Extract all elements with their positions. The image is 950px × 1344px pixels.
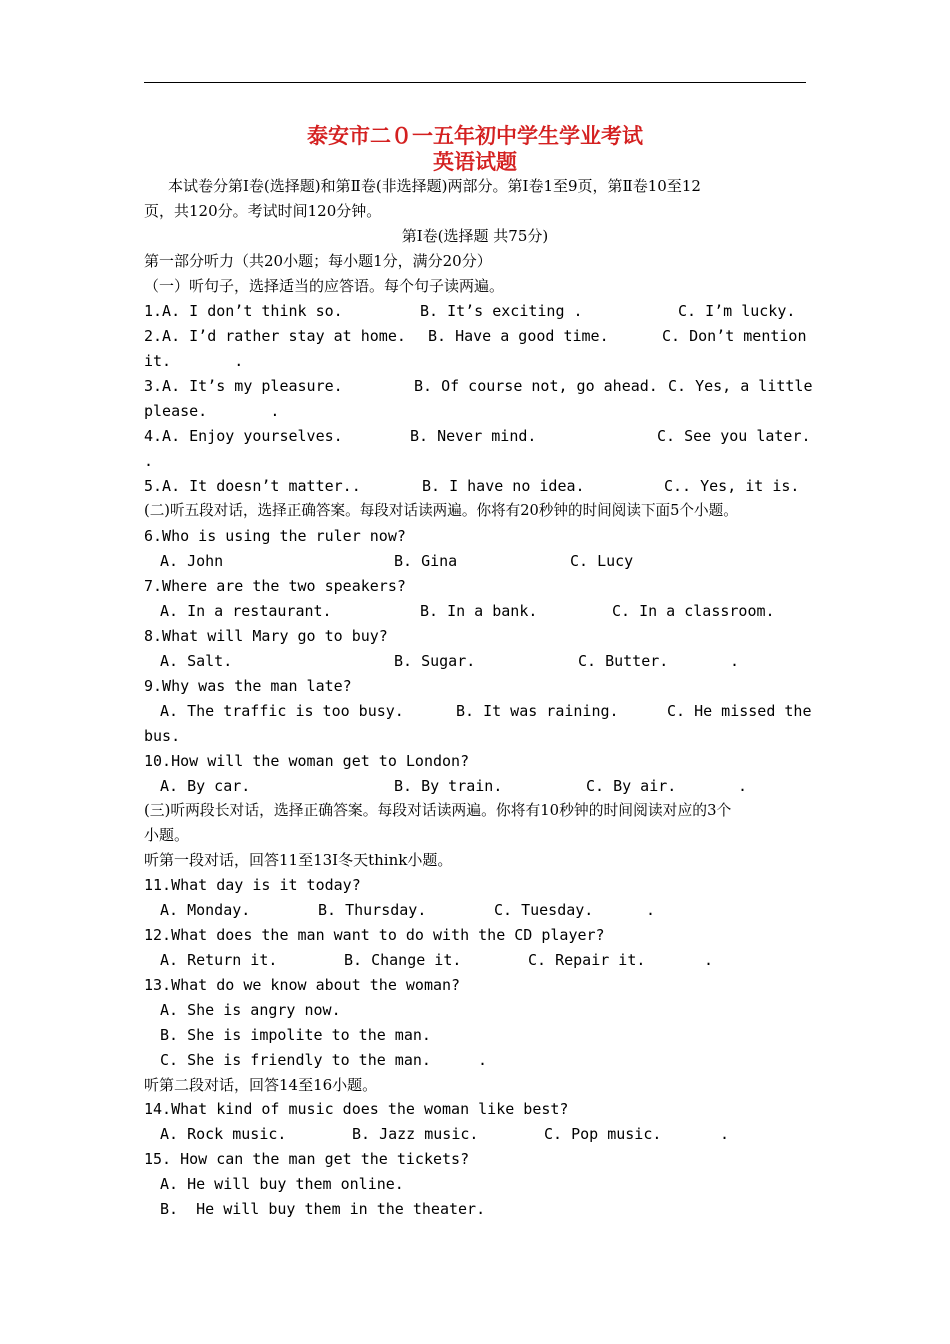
dialog1-title: 听第一段对话，回答11至13I冬天think小题。 — [144, 851, 453, 869]
q6-option-b: B. Gina — [394, 552, 458, 570]
q5-option-a: 5.A. It doesn’t matter.. — [144, 477, 361, 495]
q8-option-c: C. Butter. — [578, 652, 669, 670]
intro-line-1: 本试卷分第Ⅰ卷(选择题)和第Ⅱ卷(非选择题)两部分。第Ⅰ卷1至9页，第Ⅱ卷10至12 — [168, 177, 701, 195]
section2-title: (二)听五段对话，选择正确答案。每段对话读两遍。你将有20秒钟的时间阅读下面5个小题。 — [144, 502, 738, 519]
q9-stem: 9.Why was the man late? — [144, 677, 352, 695]
q10-tail: . — [738, 777, 748, 795]
q13-option-c: C. She is friendly to the man. — [160, 1051, 431, 1069]
volume-title: 第Ⅰ卷(选择题 共75分) — [401, 227, 549, 245]
q12-tail: . — [704, 951, 714, 969]
q10-option-b: B. By train. — [394, 777, 503, 795]
q12-option-b: B. Change it. — [344, 951, 462, 969]
section1-title: （一）听句子，选择适当的应答语。每个句子读两遍。 — [144, 277, 505, 295]
q2-option-cont: it. . — [144, 352, 244, 370]
q14-option-c: C. Pop music. — [544, 1125, 662, 1143]
section3-title-cont: 小题。 — [144, 826, 190, 844]
q11-option-c: C. Tuesday. — [494, 901, 594, 919]
q13-option-b: B. She is impolite to the man. — [160, 1026, 431, 1044]
exam-title: 泰安市二０一五年初中学生学业考试 — [307, 123, 643, 148]
q13-option-a: A. She is angry now. — [160, 1001, 341, 1019]
q9-option-a: A. The traffic is too busy. — [160, 702, 404, 720]
q11-stem: 11.What day is it today? — [144, 876, 361, 894]
q12-stem: 12.What does the man want to do with the CD player? — [144, 926, 605, 944]
q10-stem: 10.How will the woman get to London? — [144, 752, 470, 770]
q7-stem: 7.Where are the two speakers? — [144, 577, 406, 595]
q14-stem: 14.What kind of music does the woman like best? — [144, 1100, 569, 1118]
q13-stem: 13.What do we know about the woman? — [144, 976, 461, 994]
q8-tail: . — [730, 652, 740, 670]
q11-option-a: A. Monday. — [160, 901, 251, 919]
q2-option-b: B. Have a good time. — [428, 327, 609, 345]
q3-option-b: B. Of course not, go ahead. — [414, 377, 658, 395]
header-rule — [144, 82, 806, 83]
q5-option-b: B. I have no idea. — [422, 477, 585, 495]
q2-option-a: 2.A. I’d rather stay at home. — [144, 327, 406, 345]
q3-option-a: 3.A. It’s my pleasure. — [144, 377, 343, 395]
q7-option-c: C. In a classroom. — [612, 602, 775, 620]
q6-option-c: C. Lucy — [570, 552, 634, 570]
q14-tail: . — [720, 1125, 730, 1143]
q11-option-b: B. Thursday. — [318, 901, 427, 919]
q4-option-c: C. See you later. — [657, 427, 811, 445]
q14-option-a: A. Rock music. — [160, 1125, 287, 1143]
dialog2-title: 听第二段对话，回答14至16小题。 — [144, 1076, 378, 1094]
q15-option-a: A. He will buy them online. — [160, 1175, 404, 1193]
q2-option-c: C. Don’t mention — [662, 327, 807, 345]
q8-stem: 8.What will Mary go to buy? — [144, 627, 388, 645]
q13-tail: . — [478, 1051, 488, 1069]
part1-title: 第一部分听力（共20小题；每小题1分，满分20分） — [144, 252, 492, 270]
intro-line-2: 页，共120分。考试时间120分钟。 — [144, 202, 382, 220]
section3-title: (三)听两段长对话，选择正确答案。每段对话读两遍。你将有10秒钟的时间阅读对应的3个 — [144, 802, 732, 819]
q9-option-c: C. He missed the — [667, 702, 812, 720]
q4-option-b: B. Never mind. — [410, 427, 537, 445]
q11-tail: . — [646, 901, 656, 919]
q4-option-cont: . — [144, 452, 154, 470]
q15-stem: 15. How can the man get the tickets? — [144, 1150, 470, 1168]
q10-option-c: C. By air. — [586, 777, 677, 795]
q14-option-b: B. Jazz music. — [352, 1125, 479, 1143]
q15-option-b: B. He will buy them in the theater. — [160, 1200, 486, 1218]
q8-option-b: B. Sugar. — [394, 652, 476, 670]
q10-option-a: A. By car. — [160, 777, 251, 795]
q9-option-cont: bus. — [144, 727, 181, 745]
q9-option-b: B. It was raining. — [456, 702, 619, 720]
q6-stem: 6.Who is using the ruler now? — [144, 527, 406, 545]
q3-option-c: C. Yes, a little — [668, 377, 813, 395]
exam-subtitle: 英语试题 — [433, 149, 517, 174]
q3-option-cont: please. . — [144, 402, 280, 420]
q6-option-a: A. John — [160, 552, 224, 570]
q12-option-c: C. Repair it. — [528, 951, 646, 969]
q7-option-a: A. In a restaurant. — [160, 602, 332, 620]
q12-option-a: A. Return it. — [160, 951, 278, 969]
q7-option-b: B. In a bank. — [420, 602, 538, 620]
q5-option-c: C.. Yes, it is. — [664, 477, 800, 495]
q1-option-a: 1.A. I don’t think so. — [144, 302, 343, 320]
q4-option-a: 4.A. Enjoy yourselves. — [144, 427, 343, 445]
q1-option-b: B. It’s exciting . — [420, 302, 583, 320]
q1-option-c: C. I’m lucky. — [678, 302, 796, 320]
q8-option-a: A. Salt. — [160, 652, 233, 670]
